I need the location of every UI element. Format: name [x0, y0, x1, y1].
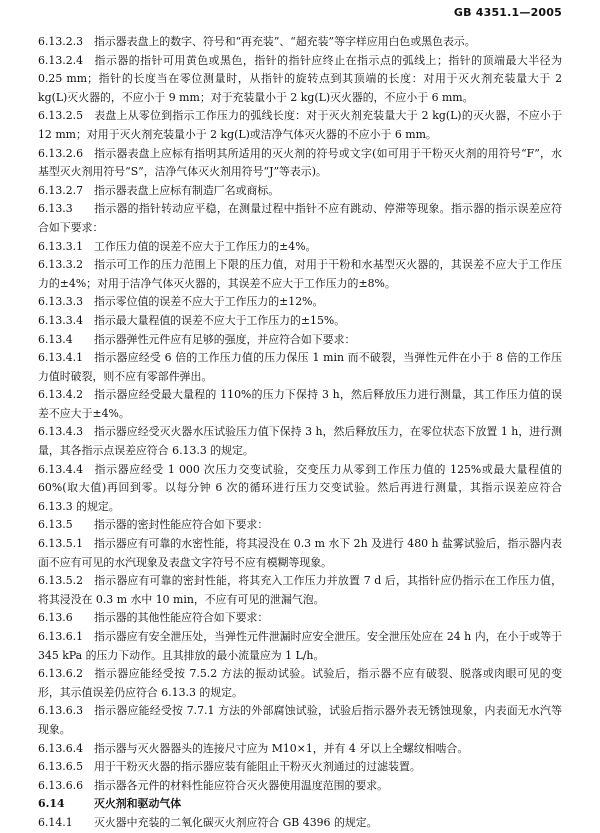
clause-paragraph — [38, 349, 562, 386]
clause-text: 指示器的指针转动应平稳，在测量过程中指针不应有跳动、停滞等现象。指示器的指示误差应符合如下要求： — [38, 202, 562, 234]
clause-text: 指示器应能经受按 7.5.2 方法的振动试验。试验后，指示器不应有破裂、脱落或肉眼可见的变形，其示值误差仍应符合 6.13.3 的规定。 — [38, 667, 562, 699]
clause-text: 用于干粉灭火器的指示器应装有能阻止干粉灭火剂通过的过滤装置。 — [94, 760, 421, 774]
clause-number: 6.13.2.3 — [38, 35, 84, 48]
clause-text: 指示器弹性元件应有足够的强度，并应符合如下要求： — [94, 332, 356, 346]
clause-paragraph — [38, 795, 562, 814]
clause-text: 指示器的指针可用黄色或黑色，指针的指针应终止在指示点的弧线上；指针的顶端最大半径为 0.25 mm；指针的长度当在零位测量时，从指针的旋转点到其顶端的长度：对用于灭火剂充装量大于 2 kg(L)灭火器的，不应小于 9 mm；对于充装量小于 2 kg(L)灭火器的，不应小于 6 mm。 — [38, 53, 562, 104]
clause-number: 6.13.6.4 — [38, 741, 84, 755]
clause-text: 指示器应有可靠的水密性能，将其浸没在 0.3 m 水下 2h 及进行 480 h 盐雾试验后，指示器内表面不应有可见的水汽现象及表盘文字符号不应有模糊等现象。 — [38, 537, 562, 569]
clause-paragraph — [38, 777, 562, 796]
clause-text: 指示器应有可靠的密封性能，将其充入工作压力并放置 7 d 后，其指针应仍指示在工作压力值，将其浸没在 0.3 m 水中 10 min，不应有可见的泄漏气泡。 — [38, 574, 562, 606]
clause-paragraph — [38, 535, 562, 572]
clause-text: 指示器应经受最大量程的 110%的压力下保持 3 h，然后释放压力进行测量，其工作压力值的误差不应大于±4%。 — [38, 388, 562, 420]
clause-text: 指示器应经受 1 000 次压力交变试验，交变压力从零到工作压力值的 125%或最大量程值的 60%(取大值)再回到零。以每分钟 6 次的循环进行压力交变试验。然后再进行测量，其指示误差应符合 6.13.3 的规定。 — [38, 462, 562, 513]
clause-number: 6.13.6.3 — [38, 704, 84, 718]
document-body — [38, 33, 562, 833]
clause-paragraph — [38, 238, 562, 257]
clause-paragraph — [38, 256, 562, 293]
clause-paragraph — [38, 331, 562, 350]
clause-text: 指示器应经受 6 倍的工作压力值的压力保压 1 min 而不破裂，当弹性元件在小于 8 倍的工作压力值时破裂，则不应有零部件弹出。 — [38, 351, 562, 383]
clause-text: 指示器应有安全泄压处，当弹性元件泄漏时应安全泄压。安全泄压处应在 24 h 内，在小于或等于 345 kPa 的压力下动作。且其排放的最小流量应为 1 L/h。 — [38, 630, 562, 662]
clause-paragraph — [38, 740, 562, 759]
clause-number: 6.13.3.1 — [38, 239, 84, 253]
clause-paragraph — [38, 758, 562, 777]
clause-text: 灭火器中充装的二氧化碳灭火剂应符合 GB 4396 的规定。 — [94, 815, 378, 829]
clause-number: 6.14.1 — [38, 815, 73, 829]
clause-number: 6.13.6.1 — [38, 630, 84, 643]
clause-paragraph — [38, 52, 562, 108]
clause-number: 6.13.4 — [38, 332, 73, 346]
clause-text: 指示器表盘上的数字、符号和“再充装”、“超充装”等字样应用白色或黑色表示。 — [94, 35, 476, 48]
clause-number: 6.14 — [38, 797, 65, 811]
clause-paragraph — [38, 461, 562, 517]
clause-number: 6.13.6.5 — [38, 760, 84, 774]
clause-text: 指示器应能经受按 7.7.1 方法的外部腐蚀试验，试验后指示器外表无锈蚀现象，内表面无水汽等现象。 — [38, 704, 562, 736]
clause-text: 指示零位值的误差不应大于工作压力的±12%。 — [94, 295, 324, 309]
document-id-header: GB 4351.1—2005 — [453, 6, 562, 19]
clause-paragraph — [38, 609, 562, 628]
clause-number: 6.13.5.1 — [38, 537, 84, 551]
clause-number: 6.13.4.1 — [38, 351, 84, 365]
clause-paragraph — [38, 33, 562, 52]
clause-text: 指示器的其他性能应符合如下要求： — [94, 611, 269, 625]
clause-paragraph — [38, 572, 562, 609]
clause-paragraph — [38, 516, 562, 535]
clause-text: 指示器各元件的材料性能应符合灭火器使用温度范围的要求。 — [94, 778, 389, 792]
clause-number: 6.13.6.2 — [38, 667, 84, 681]
clause-paragraph — [38, 665, 562, 702]
clause-number: 6.13.5 — [38, 518, 73, 532]
clause-text: 指示最大量程值的误差不应大于工作压力的±15%。 — [94, 313, 346, 327]
clause-number: 6.13.3.3 — [38, 295, 84, 309]
clause-number: 6.13.6 — [38, 611, 73, 625]
clause-number: 6.13.2.5 — [38, 109, 84, 123]
clause-paragraph — [38, 628, 562, 665]
clause-paragraph — [38, 312, 562, 331]
clause-text: 指示器应经受灭火器水压试验压力值下保持 3 h，然后释放压力，在零位状态下放置 1 h，进行测量，其各指示点误差应符合 6.13.3 的规定。 — [38, 425, 562, 458]
clause-text: 指示器表盘上应标有指明其所适用的灭火剂的符号或文字(如可用于干粉灭火剂的用符号“F”，水基型灭火剂用符号“S”，洁净气体灭火剂用符号“J”等表示)。 — [38, 146, 562, 179]
clause-text: 指示器与灭火器器头的连接尺寸应为 M10×1，并有 4 牙以上全螺纹相啮合。 — [94, 741, 469, 755]
clause-paragraph — [38, 145, 562, 182]
clause-text: 灭火剂和驱动气体 — [94, 797, 182, 811]
clause-number: 6.13.5.2 — [38, 574, 84, 588]
clause-number: 6.13.3.2 — [38, 258, 84, 272]
clause-paragraph — [38, 182, 562, 201]
clause-number: 6.13.3.4 — [38, 313, 84, 327]
clause-number: 6.13.4.3 — [38, 425, 84, 439]
clause-text: 指示可工作的压力范围上下限的压力值，对用于干粉和水基型灭火器的，其误差不应大于工作压力的±4%；对用于洁净气体灭火器的，其误差不应大于工作压力的±8%。 — [38, 258, 562, 290]
clause-text: 工作压力值的误差不应大于工作压力的±4%。 — [94, 239, 317, 253]
clause-number: 6.13.2.7 — [38, 183, 84, 197]
clause-paragraph — [38, 293, 562, 312]
clause-paragraph — [38, 814, 562, 833]
clause-text: 表盘上从零位到指示工作压力的弧线长度：对于灭火剂充装量大于 2 kg(L)的灭火器，不应小于 12 mm；对用于灭火剂充装量小于 2 kg(L)或洁净气体灭火器的不应小于 6 mm。 — [38, 109, 562, 141]
clause-paragraph — [38, 423, 562, 460]
clause-number: 6.13.3 — [38, 202, 73, 216]
clause-text: 指示器的密封性能应符合如下要求： — [94, 518, 269, 532]
clause-paragraph — [38, 200, 562, 237]
clause-number: 6.13.2.4 — [38, 53, 84, 67]
clause-number: 6.13.4.4 — [38, 462, 84, 476]
clause-text: 指示器表盘上应标有制造厂名或商标。 — [94, 183, 280, 197]
clause-paragraph — [38, 386, 562, 423]
clause-number: 6.13.6.6 — [38, 778, 84, 792]
clause-number: 6.13.4.2 — [38, 388, 84, 402]
clause-number: 6.13.2.6 — [38, 146, 84, 160]
clause-paragraph — [38, 702, 562, 739]
clause-paragraph — [38, 107, 562, 144]
